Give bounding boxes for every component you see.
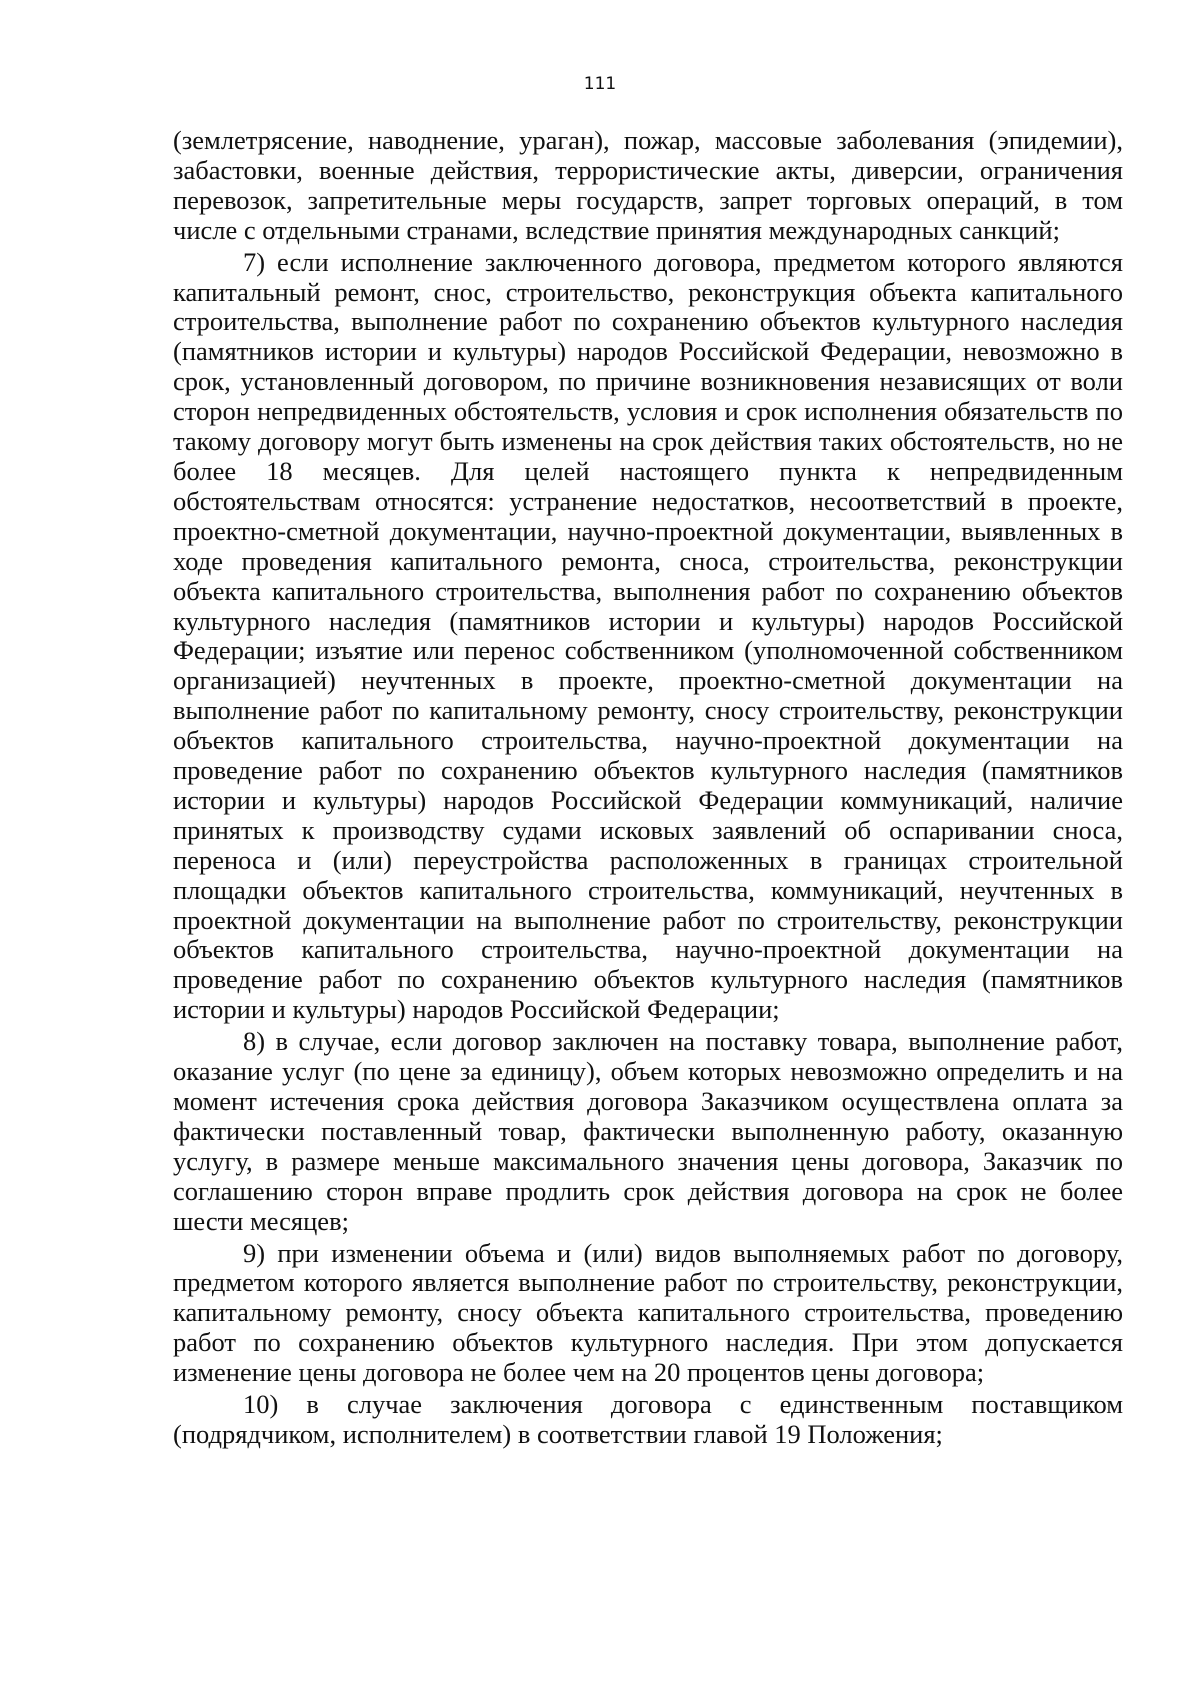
- paragraph-item-9: 9) при изменении объема и (или) видов выполняемых работ по договору, предметом которого является выполнение работ по строительству, реконструкции, капитальному ремонту, сносу объекта капитального строительства, проведению работ по сохранению объектов культурного наследия. При этом допускается изменение цены договора не более чем на 20 процентов цены договора;: [173, 1237, 1123, 1388]
- paragraph-item-10: 10) в случае заключения договора с единственным поставщиком (подрядчиком, исполнителем) в соответствии главой 19 Положения;: [173, 1389, 1123, 1449]
- paragraph-continuation: (землетрясение, наводнение, ураган), пожар, массовые заболевания (эпидемии), забастовки, военные действия, террористические акты, диверсии, ограничения перевозок, запретительные меры государств, запрет торговых операций, в том числе с отдельными странами, вследствие принятия международных санкций;: [173, 125, 1123, 245]
- paragraph-item-8: 8) в случае, если договор заключен на поставку товара, выполнение работ, оказание услуг (по цене за единицу), объем которых невозможно определить и на момент истечения срока действия договора Заказчиком осуществлена оплата за фактически поставленный товар, фактически выполненную работу, оказанную услугу, в размере меньше максимального значения цены договора, Заказчик по соглашению сторон вправе продлить срок действия договора на срок не более шести месяцев;: [173, 1026, 1123, 1236]
- paragraph-item-7: 7) если исполнение заключенного договора, предметом которого являются капитальный ремонт, снос, строительство, реконструкция объекта капитального строительства, выполнение работ по сохранению объектов культурного наследия (памятников истории и культуры) народов Российской Федерации, невозможно в срок, установленный договором, по причине возникновения независящих от воли сторон непредвиденных обстоятельств, условия и срок исполнения обязательств по такому договору могут быть изменены на срок действия таких обстоятельств, но не более 18 месяцев. Для целей настоящего пункта к непредвиденным обстоятельствам относятся: устранение недостатков, несоответствий в проекте, проектно-сметной документации, научно-проектной документации, выявленных в ходе проведения капитального ремонта, сноса, строительства, реконструкции объекта капитального строительства, выполнения работ по сохранению объектов культурного наследия (памятников истории и культуры) народов Российской Федерации; изъятие или перенос собственником (уполномоченной собственником организацией) неучтенных в проекте, проектно-сметной документации на выполнение работ по капитальному ремонту, сносу строительству, реконструкции объектов капитального строительства, научно-проектной документации на проведение работ по сохранению объектов культурного наследия (памятников истории и культуры) народов Российской Федерации коммуникаций, наличие принятых к производству судами исковых заявлений об оспаривании сноса, переноса и (или) переустройства расположенных в границах строительной площадки объектов капитального строительства, коммуникаций, неучтенных в проектной документации на выполнение работ по строительству, реконструкции объектов капитального строительства, научно-проектной документации на проведение работ по сохранению объектов культурного наследия (памятников истории и культуры) народов Российской Федерации;: [173, 246, 1123, 1025]
- document-body: [173, 126, 1123, 1452]
- page-number: 111: [583, 74, 617, 94]
